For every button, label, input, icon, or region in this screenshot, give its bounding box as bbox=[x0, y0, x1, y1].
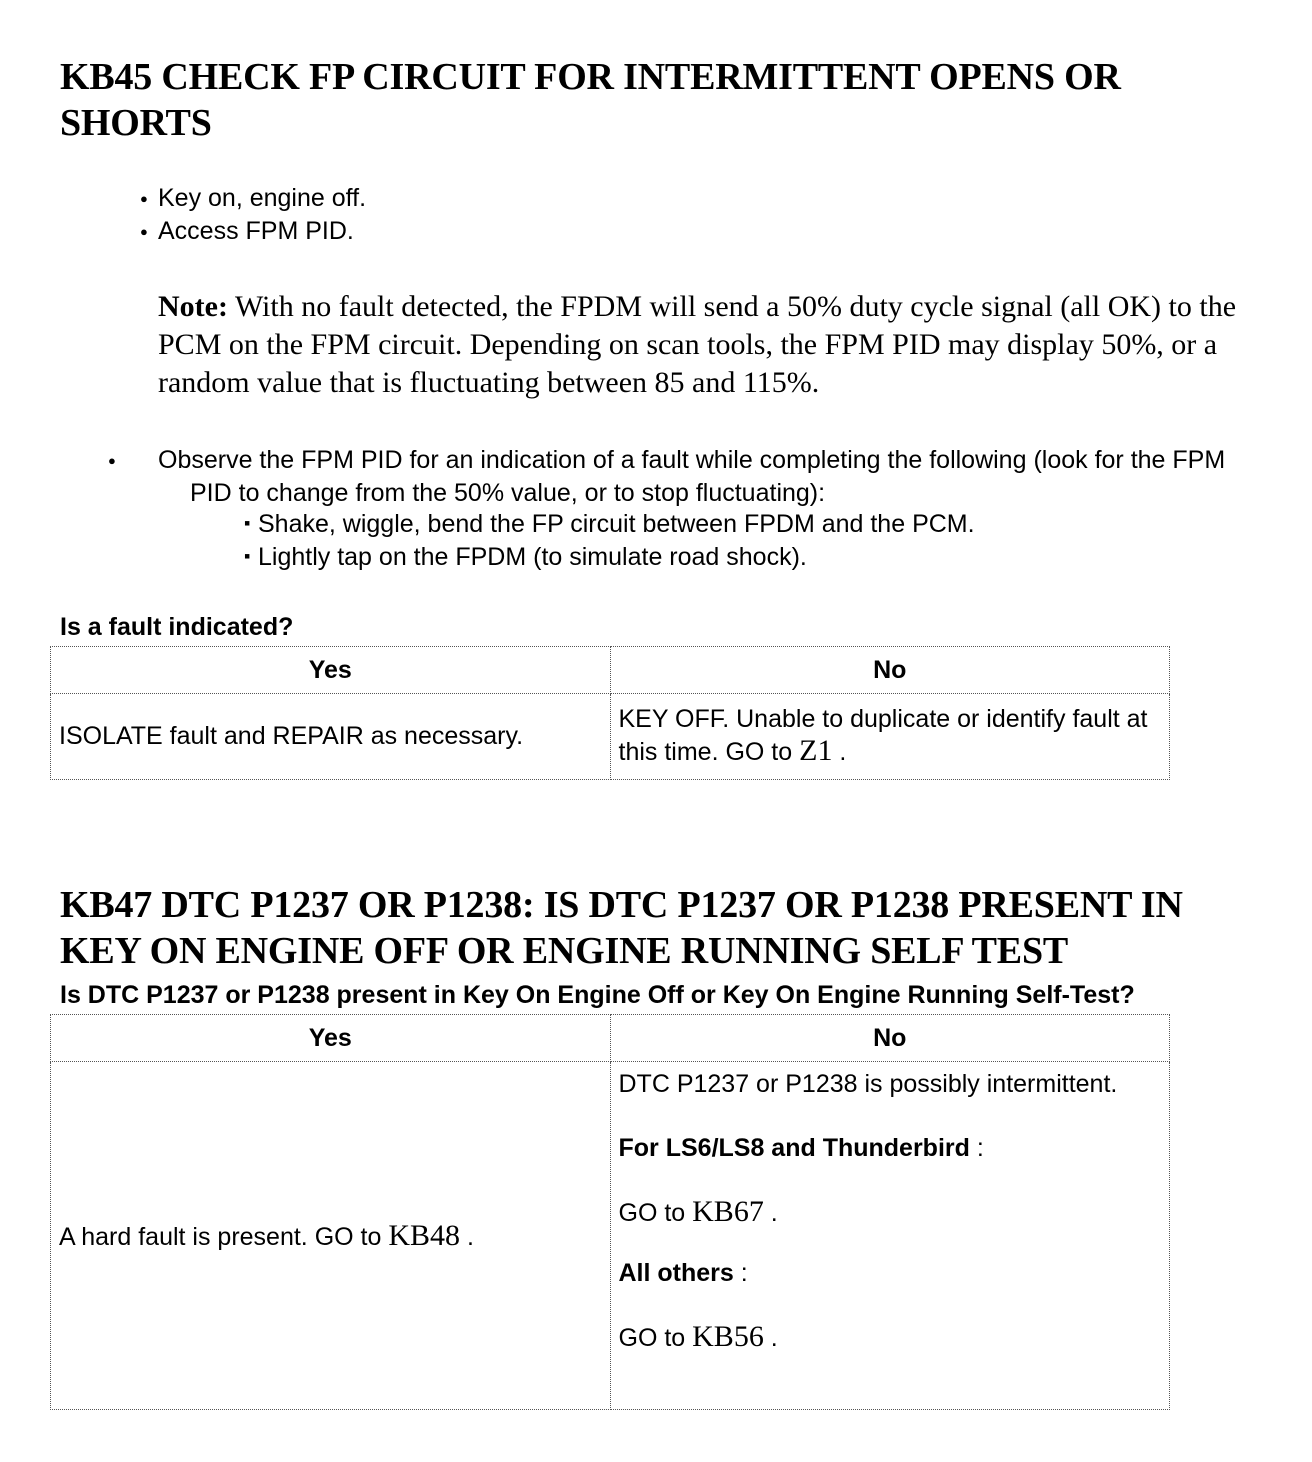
link-kb48[interactable]: KB48 bbox=[388, 1218, 461, 1252]
no-cell-text: KEY OFF. Unable to duplicate or identify fault at this time. GO to bbox=[618, 705, 1148, 766]
no-label-others: All others bbox=[618, 1259, 734, 1287]
no-cell-end: . bbox=[839, 738, 847, 766]
observe-list bbox=[140, 444, 1250, 510]
no-label-ls6: For LS6/LS8 and Thunderbird bbox=[618, 1134, 970, 1162]
bullet-item: ● Key on, engine off. bbox=[140, 182, 366, 215]
no-intro: DTC P1237 or P1238 is possibly intermittent. bbox=[618, 1070, 1118, 1098]
section2-question: Is DTC P1237 or P1238 present in Key On Engine Off or Key On Engine Running Self-Test? bbox=[60, 981, 1135, 1009]
yes-header: Yes bbox=[51, 647, 611, 694]
section2-answer-table bbox=[50, 1014, 1170, 1410]
table-header-row bbox=[51, 647, 1170, 694]
no-cell bbox=[610, 694, 1170, 780]
colon: : bbox=[976, 1134, 984, 1162]
goto-text: GO to bbox=[618, 1324, 686, 1352]
yes-header: Yes bbox=[51, 1015, 611, 1062]
link-kb67[interactable]: KB67 bbox=[692, 1195, 764, 1228]
section1-question: Is a fault indicated? bbox=[60, 613, 294, 641]
note-text: With no fault detected, the FPDM will send a 50% duty cycle signal (all OK) to the PCM on the FPM circuit. Depending on scan tools, the FPM PID may display 50%, or a random value that is fluctuating between 85 and 115%. bbox=[158, 290, 1237, 399]
section2-title: KB47 DTC P1237 OR P1238: IS DTC P1237 OR P1238 PRESENT IN KEY ON ENGINE OFF OR ENGINE RUNNING SELF TEST bbox=[60, 884, 1183, 972]
table-row bbox=[51, 694, 1170, 780]
yes-cell bbox=[51, 1062, 611, 1410]
yes-cell: ISOLATE fault and REPAIR as necessary. bbox=[51, 694, 611, 780]
yes-cell-text: A hard fault is present. GO to bbox=[59, 1222, 382, 1251]
goto-text: GO to bbox=[618, 1199, 686, 1227]
goto-end: . bbox=[770, 1324, 778, 1352]
section1-bullet-list bbox=[140, 182, 366, 248]
table-row bbox=[51, 1062, 1170, 1410]
goto-line-1 bbox=[619, 1196, 1162, 1229]
observe-text: Observe the FPM PID for an indication of a fault while completing the following (look for the FPM PID to change from the 50% value, or to stop fluctuating): bbox=[158, 446, 1226, 507]
link-z1[interactable]: Z1 bbox=[799, 734, 833, 767]
note-paragraph bbox=[158, 288, 1258, 402]
no-header: No bbox=[610, 647, 1170, 694]
observe-item bbox=[140, 444, 1250, 510]
colon: : bbox=[740, 1259, 748, 1287]
goto-line-2 bbox=[619, 1321, 1162, 1354]
goto-end: . bbox=[770, 1199, 778, 1227]
bullet-item: ● Access FPM PID. bbox=[140, 215, 366, 248]
section1-answer-table bbox=[50, 646, 1170, 780]
no-group-2 bbox=[619, 1257, 1162, 1289]
note-label: Note: bbox=[158, 290, 228, 323]
table-header-row bbox=[51, 1015, 1170, 1062]
sub-bullet-list bbox=[244, 508, 975, 574]
section1-title: KB45 CHECK FP CIRCUIT FOR INTERMITTENT OPENS OR SHORTS bbox=[60, 56, 1121, 144]
no-header: No bbox=[610, 1015, 1170, 1062]
no-cell bbox=[610, 1062, 1170, 1410]
link-kb56[interactable]: KB56 bbox=[692, 1320, 764, 1353]
sub-bullet-item: ▪ Lightly tap on the FPDM (to simulate road shock). bbox=[244, 541, 975, 574]
sub-bullet-item: ▪ Shake, wiggle, bend the FP circuit between FPDM and the PCM. bbox=[244, 508, 975, 541]
no-group-1 bbox=[619, 1132, 1162, 1164]
yes-cell-end: . bbox=[466, 1222, 474, 1251]
